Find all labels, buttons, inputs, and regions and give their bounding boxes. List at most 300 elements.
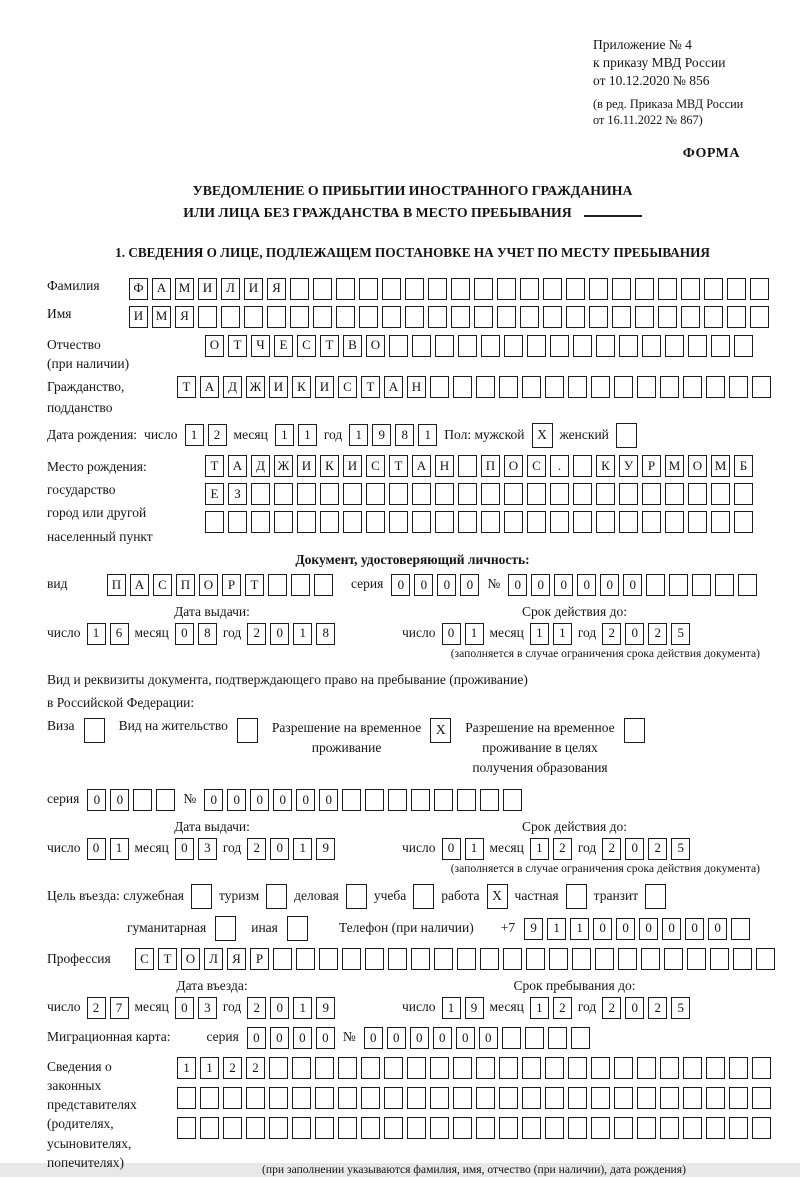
char-cell[interactable] (573, 335, 592, 357)
char-cell[interactable] (458, 511, 477, 533)
char-cell[interactable]: 0 (319, 789, 338, 811)
char-cell[interactable] (619, 511, 638, 533)
char-cell[interactable]: 9 (465, 997, 484, 1019)
char-cell[interactable]: 0 (623, 574, 642, 596)
char-cell[interactable] (476, 1087, 495, 1109)
char-cell[interactable] (269, 1087, 288, 1109)
char-cell[interactable]: Т (361, 376, 380, 398)
char-cell[interactable] (412, 483, 431, 505)
char-cell[interactable]: П (176, 574, 195, 596)
char-cell[interactable]: 1 (418, 424, 437, 446)
char-cell[interactable] (731, 918, 750, 940)
sex-female-checkbox[interactable] (616, 423, 637, 448)
char-cell[interactable] (474, 306, 493, 328)
char-cell[interactable]: Б (734, 455, 753, 477)
char-cell[interactable] (568, 376, 587, 398)
char-cell[interactable]: О (688, 455, 707, 477)
char-cell[interactable] (384, 1117, 403, 1139)
char-cell[interactable] (614, 1057, 633, 1079)
char-cell[interactable]: 1 (570, 918, 589, 940)
char-cell[interactable]: С (338, 376, 357, 398)
purpose-other-checkbox[interactable] (287, 916, 308, 941)
char-cell[interactable]: Я (267, 278, 286, 300)
char-cell[interactable] (750, 306, 769, 328)
char-cell[interactable] (618, 948, 637, 970)
char-cell[interactable] (388, 948, 407, 970)
char-cell[interactable] (451, 306, 470, 328)
char-cell[interactable] (296, 948, 315, 970)
char-cell[interactable]: И (343, 455, 362, 477)
char-cell[interactable]: 0 (531, 574, 550, 596)
char-cell[interactable]: П (107, 574, 126, 596)
char-cell[interactable]: 0 (247, 1027, 266, 1049)
char-cell[interactable] (750, 278, 769, 300)
char-cell[interactable]: 1 (530, 838, 549, 860)
char-cell[interactable] (520, 306, 539, 328)
char-cell[interactable] (727, 278, 746, 300)
char-cell[interactable] (710, 948, 729, 970)
char-cell[interactable] (568, 1087, 587, 1109)
char-cell[interactable]: 8 (395, 424, 414, 446)
char-cell[interactable]: Р (642, 455, 661, 477)
char-cell[interactable]: 0 (204, 789, 223, 811)
char-cell[interactable] (476, 1117, 495, 1139)
char-cell[interactable]: 1 (465, 838, 484, 860)
char-cell[interactable]: 2 (648, 838, 667, 860)
char-cell[interactable] (660, 1057, 679, 1079)
char-cell[interactable] (660, 1087, 679, 1109)
char-cell[interactable]: 1 (530, 997, 549, 1019)
char-cell[interactable]: 0 (456, 1027, 475, 1049)
char-cell[interactable]: 1 (185, 424, 204, 446)
char-cell[interactable] (499, 1117, 518, 1139)
char-cell[interactable] (343, 483, 362, 505)
char-cell[interactable]: 1 (547, 918, 566, 940)
char-cell[interactable]: 2 (247, 623, 266, 645)
char-cell[interactable] (550, 511, 569, 533)
char-cell[interactable] (568, 1117, 587, 1139)
char-cell[interactable] (292, 1117, 311, 1139)
char-cell[interactable] (223, 1117, 242, 1139)
char-cell[interactable]: 1 (110, 838, 129, 860)
char-cell[interactable] (589, 306, 608, 328)
char-cell[interactable] (244, 306, 263, 328)
visa-checkbox[interactable] (84, 718, 105, 743)
char-cell[interactable] (389, 483, 408, 505)
char-cell[interactable] (273, 948, 292, 970)
char-cell[interactable] (481, 511, 500, 533)
char-cell[interactable]: А (384, 376, 403, 398)
char-cell[interactable]: 2 (247, 838, 266, 860)
char-cell[interactable] (481, 483, 500, 505)
char-cell[interactable] (706, 1117, 725, 1139)
char-cell[interactable]: 2 (87, 997, 106, 1019)
char-cell[interactable]: 0 (270, 1027, 289, 1049)
char-cell[interactable]: 0 (110, 789, 129, 811)
char-cell[interactable] (359, 306, 378, 328)
char-cell[interactable] (480, 948, 499, 970)
char-cell[interactable] (315, 1087, 334, 1109)
char-cell[interactable] (497, 278, 516, 300)
char-cell[interactable] (733, 948, 752, 970)
char-cell[interactable]: А (152, 278, 171, 300)
char-cell[interactable] (545, 1057, 564, 1079)
char-cell[interactable] (407, 1057, 426, 1079)
char-cell[interactable] (314, 574, 333, 596)
char-cell[interactable] (706, 376, 725, 398)
char-cell[interactable] (412, 335, 431, 357)
char-cell[interactable]: 8 (198, 623, 217, 645)
char-cell[interactable] (388, 789, 407, 811)
char-cell[interactable] (434, 948, 453, 970)
char-cell[interactable] (619, 335, 638, 357)
char-cell[interactable]: 0 (391, 574, 410, 596)
char-cell[interactable] (359, 278, 378, 300)
char-cell[interactable] (522, 1117, 541, 1139)
char-cell[interactable]: К (292, 376, 311, 398)
char-cell[interactable] (246, 1117, 265, 1139)
char-cell[interactable]: И (198, 278, 217, 300)
char-cell[interactable]: 0 (639, 918, 658, 940)
purpose-study-checkbox[interactable] (413, 884, 434, 909)
char-cell[interactable] (268, 574, 287, 596)
char-cell[interactable] (319, 948, 338, 970)
char-cell[interactable] (411, 789, 430, 811)
char-cell[interactable] (365, 789, 384, 811)
char-cell[interactable]: 0 (616, 918, 635, 940)
purpose-tourism-checkbox[interactable] (266, 884, 287, 909)
char-cell[interactable]: Л (204, 948, 223, 970)
char-cell[interactable] (274, 511, 293, 533)
char-cell[interactable] (457, 789, 476, 811)
char-cell[interactable]: Ч (251, 335, 270, 357)
char-cell[interactable] (435, 511, 454, 533)
char-cell[interactable]: 0 (554, 574, 573, 596)
char-cell[interactable] (591, 376, 610, 398)
edu-residence-checkbox[interactable] (624, 718, 645, 743)
char-cell[interactable]: А (200, 376, 219, 398)
char-cell[interactable]: 5 (671, 623, 690, 645)
char-cell[interactable]: 3 (198, 997, 217, 1019)
char-cell[interactable] (156, 789, 175, 811)
char-cell[interactable]: 0 (625, 838, 644, 860)
purpose-work-checkbox[interactable]: X (487, 884, 508, 909)
char-cell[interactable]: Р (222, 574, 241, 596)
char-cell[interactable] (476, 1057, 495, 1079)
char-cell[interactable] (683, 1057, 702, 1079)
char-cell[interactable] (497, 306, 516, 328)
char-cell[interactable]: 2 (247, 997, 266, 1019)
char-cell[interactable]: О (199, 574, 218, 596)
char-cell[interactable] (412, 511, 431, 533)
char-cell[interactable] (614, 1087, 633, 1109)
char-cell[interactable] (499, 1057, 518, 1079)
char-cell[interactable] (573, 483, 592, 505)
char-cell[interactable] (503, 948, 522, 970)
char-cell[interactable]: 1 (553, 623, 572, 645)
char-cell[interactable]: С (297, 335, 316, 357)
char-cell[interactable]: 7 (110, 997, 129, 1019)
char-cell[interactable] (228, 511, 247, 533)
char-cell[interactable] (642, 335, 661, 357)
char-cell[interactable] (596, 335, 615, 357)
char-cell[interactable] (251, 511, 270, 533)
char-cell[interactable] (550, 483, 569, 505)
char-cell[interactable] (571, 1027, 590, 1049)
char-cell[interactable] (572, 948, 591, 970)
char-cell[interactable] (550, 335, 569, 357)
char-cell[interactable]: О (366, 335, 385, 357)
char-cell[interactable] (683, 376, 702, 398)
char-cell[interactable]: 0 (625, 997, 644, 1019)
char-cell[interactable] (503, 789, 522, 811)
char-cell[interactable] (522, 1057, 541, 1079)
char-cell[interactable]: А (228, 455, 247, 477)
char-cell[interactable]: И (244, 278, 263, 300)
char-cell[interactable]: Т (177, 376, 196, 398)
char-cell[interactable] (729, 376, 748, 398)
char-cell[interactable]: Ж (246, 376, 265, 398)
char-cell[interactable]: 1 (530, 623, 549, 645)
char-cell[interactable] (637, 376, 656, 398)
char-cell[interactable] (752, 1057, 771, 1079)
char-cell[interactable]: 1 (465, 623, 484, 645)
char-cell[interactable]: Т (320, 335, 339, 357)
char-cell[interactable] (646, 574, 665, 596)
char-cell[interactable]: . (550, 455, 569, 477)
char-cell[interactable] (384, 1057, 403, 1079)
char-cell[interactable] (382, 278, 401, 300)
char-cell[interactable] (692, 574, 711, 596)
char-cell[interactable]: 2 (648, 623, 667, 645)
char-cell[interactable] (520, 278, 539, 300)
char-cell[interactable] (411, 948, 430, 970)
char-cell[interactable]: Н (435, 455, 454, 477)
char-cell[interactable] (573, 511, 592, 533)
char-cell[interactable] (635, 306, 654, 328)
char-cell[interactable] (366, 483, 385, 505)
char-cell[interactable] (343, 511, 362, 533)
char-cell[interactable]: 6 (110, 623, 129, 645)
char-cell[interactable] (664, 948, 683, 970)
char-cell[interactable]: И (269, 376, 288, 398)
char-cell[interactable]: И (129, 306, 148, 328)
char-cell[interactable] (573, 455, 592, 477)
char-cell[interactable] (221, 306, 240, 328)
char-cell[interactable]: Т (245, 574, 264, 596)
char-cell[interactable] (669, 574, 688, 596)
char-cell[interactable] (752, 1087, 771, 1109)
char-cell[interactable] (637, 1057, 656, 1079)
char-cell[interactable] (499, 1087, 518, 1109)
char-cell[interactable] (568, 1057, 587, 1079)
char-cell[interactable] (612, 306, 631, 328)
char-cell[interactable] (591, 1057, 610, 1079)
purpose-humanitarian-checkbox[interactable] (215, 916, 236, 941)
char-cell[interactable] (389, 511, 408, 533)
char-cell[interactable] (430, 1117, 449, 1139)
sex-male-checkbox[interactable]: X (532, 423, 553, 448)
char-cell[interactable] (683, 1087, 702, 1109)
char-cell[interactable] (527, 483, 546, 505)
char-cell[interactable] (526, 948, 545, 970)
char-cell[interactable] (642, 483, 661, 505)
char-cell[interactable] (734, 511, 753, 533)
char-cell[interactable]: 1 (293, 623, 312, 645)
char-cell[interactable]: Н (407, 376, 426, 398)
char-cell[interactable]: Д (223, 376, 242, 398)
char-cell[interactable]: 0 (387, 1027, 406, 1049)
char-cell[interactable] (681, 306, 700, 328)
char-cell[interactable]: 9 (372, 424, 391, 446)
char-cell[interactable] (614, 1117, 633, 1139)
char-cell[interactable]: 0 (433, 1027, 452, 1049)
char-cell[interactable]: 0 (708, 918, 727, 940)
purpose-business-checkbox[interactable] (346, 884, 367, 909)
char-cell[interactable]: 1 (349, 424, 368, 446)
char-cell[interactable] (274, 483, 293, 505)
char-cell[interactable] (200, 1117, 219, 1139)
char-cell[interactable] (729, 1087, 748, 1109)
char-cell[interactable]: 0 (316, 1027, 335, 1049)
char-cell[interactable] (619, 483, 638, 505)
char-cell[interactable] (458, 455, 477, 477)
char-cell[interactable] (405, 278, 424, 300)
char-cell[interactable] (660, 376, 679, 398)
char-cell[interactable] (566, 306, 585, 328)
char-cell[interactable]: 0 (87, 838, 106, 860)
char-cell[interactable] (453, 1117, 472, 1139)
char-cell[interactable] (504, 511, 523, 533)
char-cell[interactable] (361, 1087, 380, 1109)
char-cell[interactable]: К (320, 455, 339, 477)
char-cell[interactable] (545, 376, 564, 398)
char-cell[interactable]: 0 (227, 789, 246, 811)
char-cell[interactable] (474, 278, 493, 300)
char-cell[interactable]: И (315, 376, 334, 398)
char-cell[interactable] (133, 789, 152, 811)
char-cell[interactable]: Т (389, 455, 408, 477)
char-cell[interactable] (711, 483, 730, 505)
char-cell[interactable] (641, 948, 660, 970)
char-cell[interactable] (589, 278, 608, 300)
char-cell[interactable]: 0 (175, 838, 194, 860)
char-cell[interactable]: 1 (87, 623, 106, 645)
char-cell[interactable]: Т (228, 335, 247, 357)
char-cell[interactable]: У (619, 455, 638, 477)
char-cell[interactable]: 2 (208, 424, 227, 446)
char-cell[interactable] (658, 306, 677, 328)
char-cell[interactable]: 0 (364, 1027, 383, 1049)
char-cell[interactable] (642, 511, 661, 533)
char-cell[interactable] (457, 948, 476, 970)
char-cell[interactable]: 2 (553, 997, 572, 1019)
char-cell[interactable] (246, 1087, 265, 1109)
char-cell[interactable]: 1 (293, 838, 312, 860)
char-cell[interactable] (665, 511, 684, 533)
char-cell[interactable] (504, 483, 523, 505)
char-cell[interactable] (591, 1087, 610, 1109)
char-cell[interactable]: Е (205, 483, 224, 505)
char-cell[interactable]: 0 (442, 623, 461, 645)
char-cell[interactable] (566, 278, 585, 300)
char-cell[interactable]: 2 (223, 1057, 242, 1079)
char-cell[interactable]: 8 (316, 623, 335, 645)
char-cell[interactable] (543, 278, 562, 300)
char-cell[interactable]: З (228, 483, 247, 505)
char-cell[interactable]: 0 (593, 918, 612, 940)
char-cell[interactable] (502, 1027, 521, 1049)
char-cell[interactable]: 5 (671, 997, 690, 1019)
char-cell[interactable]: 2 (648, 997, 667, 1019)
char-cell[interactable]: 0 (442, 838, 461, 860)
char-cell[interactable]: М (152, 306, 171, 328)
char-cell[interactable] (683, 1117, 702, 1139)
char-cell[interactable] (458, 335, 477, 357)
char-cell[interactable]: Д (251, 455, 270, 477)
char-cell[interactable]: 0 (600, 574, 619, 596)
char-cell[interactable]: 1 (200, 1057, 219, 1079)
char-cell[interactable] (430, 1057, 449, 1079)
purpose-private-checkbox[interactable] (566, 884, 587, 909)
char-cell[interactable] (545, 1087, 564, 1109)
char-cell[interactable] (756, 948, 775, 970)
char-cell[interactable] (342, 789, 361, 811)
char-cell[interactable] (704, 306, 723, 328)
char-cell[interactable]: О (205, 335, 224, 357)
char-cell[interactable]: 0 (270, 623, 289, 645)
char-cell[interactable] (527, 335, 546, 357)
char-cell[interactable] (428, 306, 447, 328)
purpose-transit-checkbox[interactable] (645, 884, 666, 909)
char-cell[interactable] (591, 1117, 610, 1139)
char-cell[interactable]: 0 (508, 574, 527, 596)
char-cell[interactable]: 2 (246, 1057, 265, 1079)
char-cell[interactable] (711, 511, 730, 533)
char-cell[interactable]: Я (227, 948, 246, 970)
char-cell[interactable]: 1 (177, 1057, 196, 1079)
char-cell[interactable]: М (711, 455, 730, 477)
char-cell[interactable] (681, 278, 700, 300)
char-cell[interactable] (543, 306, 562, 328)
char-cell[interactable] (338, 1117, 357, 1139)
char-cell[interactable] (382, 306, 401, 328)
char-cell[interactable] (200, 1087, 219, 1109)
char-cell[interactable] (476, 376, 495, 398)
char-cell[interactable] (727, 306, 746, 328)
char-cell[interactable] (665, 335, 684, 357)
char-cell[interactable] (435, 483, 454, 505)
char-cell[interactable]: 0 (175, 623, 194, 645)
char-cell[interactable]: Т (205, 455, 224, 477)
char-cell[interactable] (704, 278, 723, 300)
char-cell[interactable] (320, 483, 339, 505)
char-cell[interactable] (706, 1057, 725, 1079)
char-cell[interactable]: 9 (316, 997, 335, 1019)
char-cell[interactable] (481, 335, 500, 357)
char-cell[interactable]: И (297, 455, 316, 477)
char-cell[interactable] (458, 483, 477, 505)
char-cell[interactable]: С (153, 574, 172, 596)
char-cell[interactable] (549, 948, 568, 970)
char-cell[interactable] (453, 1057, 472, 1079)
char-cell[interactable]: Ж (274, 455, 293, 477)
char-cell[interactable] (205, 511, 224, 533)
char-cell[interactable]: 2 (553, 838, 572, 860)
char-cell[interactable] (315, 1057, 334, 1079)
char-cell[interactable]: 0 (410, 1027, 429, 1049)
char-cell[interactable] (428, 278, 447, 300)
